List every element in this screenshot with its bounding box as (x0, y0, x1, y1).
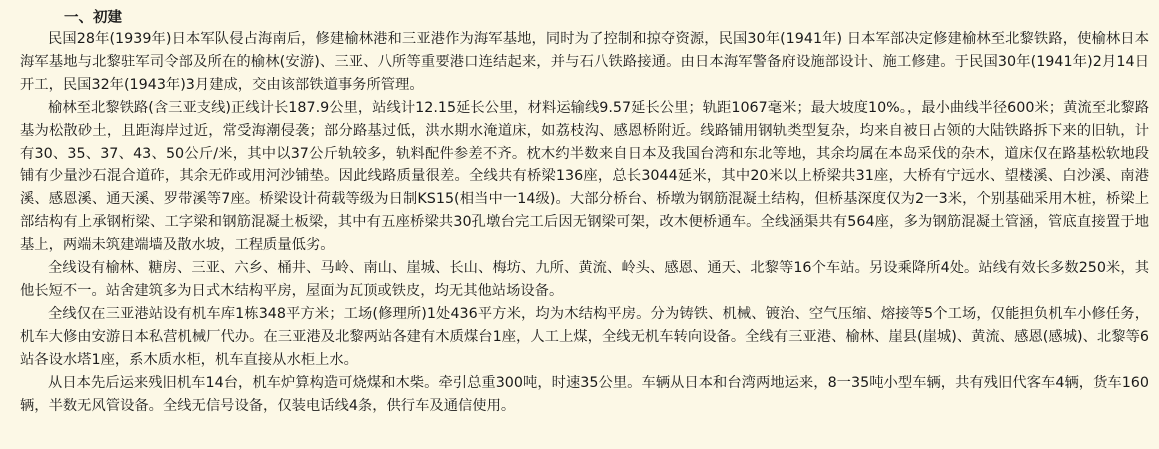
paragraph-rolling-stock: 从日本先后运来残旧机车14台，机车炉算构造可烧煤和木柴。牵引总重300吨，时速35公里。车辆从日本和台湾两地运来，8一35吨小型车辆，共有残旧代客车4辆，货车160辆，半数无风管设备。全线无信号设备，仅装电话线4条，供行车及通信使用。 (20, 374, 1149, 414)
paragraph-depot: 全线仅在三亚港站设有机车库1栋348平方米；工场(修理所)1处436平方米，均为木结构平房。分为铸铁、机械、镀治、空气压缩、熔接等5个工场，仅能担负机车小修任务，机车大修由安游日本私营机械厂代办。在三亚港及北黎两站各建有木质煤台1座，人工上煤，全线无机车转向设备。全线有三亚港、榆林、崖县(崖城)、黄流、感恩(感城)、北黎等6站各设水塔1座，系木质水柜，机车直接从水柜上水。 (20, 305, 1149, 368)
paragraph-stations: 全线设有榆林、糖房、三亚、六乡、桶井、马岭、南山、崖城、长山、梅坊、九所、黄流、岭头、感恩、通天、北黎等16个车站。另设乘降所4处。站线有效长多数250米，其他长短不一。站舍建筑多为日式木结构平房，屋面为瓦顶或铁皮，均无其他站场设备。 (20, 260, 1149, 299)
section-heading: 一、初建 (64, 10, 122, 26)
paragraph-line-specs: 榆林至北黎铁路(含三亚支线)正线计长187.9公里，站线计12.15延长公里，材料运输线9.57延长公里；轨距1067毫米；最大坡度10%。，最小曲线半径600米；黄流至北黎路基为松散砂土，且距海岸过近，常受海潮侵袭；部分路基过低，洪水期水淹道床，如荔枝沟、感恩桥附近。线路铺用钢轨类型复杂，均来自被日占领的大陆铁路拆下来的旧轨，计有30、35、37、43、50公斤/米，其中以37公斤轨较多，轨料配件参差不齐。枕木约半数来自日本及我国台湾和东北等地，其余均属在本岛采伐的杂木，道床仅在路基松软地段铺有少量沙石混合道砟，其余无砟或用河沙铺垫。因此线路质量很差。全线共有桥梁136座，总长3044延米，其中20米以上桥梁共31座，大桥有宁远水、望楼溪、白沙溪、南港溪、感恩溪、通天溪、罗带溪等7座。桥梁设计荷载等级为日制KS15(相当中一14级)。大部分桥台、桥墩为钢筋混凝土结构，但桥基深度仅为2一3米，个别基础采用木桩，桥梁上部结构有上承钢桁梁、工字梁和钢筋混凝土板梁，其中有五座桥梁共30孔墩台完工后因无钢梁可架，改木便桥通车。全线涵渠共有564座，多为钢筋混凝土管涵，管底直接置于地基上，两端未筑建端墙及散水坡，工程质量低劣。 (20, 99, 1149, 254)
paragraph-construction: 民国28年(1939年)日本军队侵占海南后，修建榆林港和三亚港作为海军基地，同时为了控制和掠夺资源，民国30年(1941年) 日本军部决定修建榆林至北黎铁路，使榆林日本海军基地与北黎驻军司令部及所在的榆林(安游)、三亚、八所等重要港口连结起来，并与石八铁路接通。由日本海军警备府设施部设计、施工修建。于民国30年(1941年)2月14日开工，民国32年(1943年)3月建成，交由该部铁道事务所管理。 (20, 31, 1149, 93)
